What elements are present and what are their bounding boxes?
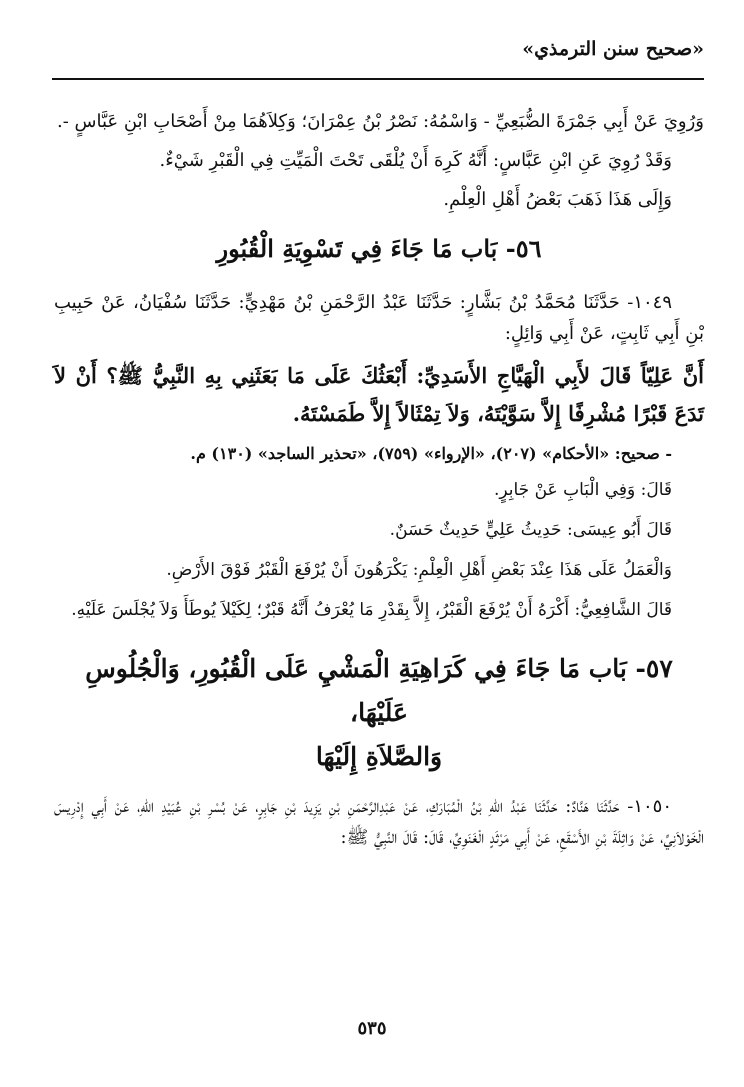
hadith-1049-matn: أَنَّ عَلِيّاً قَالَ لأَبِي الْهَيَّاجِ الأَسَدِيِّ: أَبْعَثُكَ عَلَى مَا بَعَثَنِي بِهِ النَّبِيُّ ﷺ؟ أَنْ لاَ تَدَعَ قَبْرًا مُشْرِفًا إِلاَّ سَوَّيْتَهُ، وَلاَ تِمْثَالاً إِلاَّ طَمَسْتَهُ.: [54, 363, 704, 426]
chapter-heading-57: [54, 647, 704, 779]
note-shafii: قَالَ الشَّافِعِيُّ: أَكْرَهُ أَنْ يُرْفَعَ الْقَبْرُ، إِلاَّ بِقَدْرِ مَا يُعْرَفُ أَنَّهُ قَبْرٌ؛ لِكَيْلاَ يُوطَأَ وَلاَ يُجْلَسَ عَلَيْهِ.: [71, 600, 672, 620]
header-divider: [52, 78, 704, 80]
page-body: [54, 106, 704, 861]
paragraph-ahl-al-ilm: وَإِلَى هَذَا ذَهَبَ بَعْضُ أَهْلِ الْعِلْمِ.: [443, 189, 672, 210]
chapter-heading-57-line2: وَالصَّلاَةِ إِلَيْهَا: [315, 742, 443, 771]
chapter-heading-57-line1: ٥٧- بَاب مَا جَاءَ فِي كَرَاهِيَةِ الْمَشْيِ عَلَى الْقُبُورِ، وَالْجُلُوسِ عَلَيْهَا،: [85, 654, 673, 727]
paragraph-ibn-abbas: وَقَدْ رُوِيَ عَنِ ابْنِ عَبَّاسٍ: أَنَّهُ كَرِهَ أَنْ يُلْقَى تَحْتَ الْمَيِّتِ فِي الْقَبْرِ شَيْءٌ.: [159, 150, 672, 171]
hadith-1050-isnad: ١٠٥٠- حَدَّثَنَا هَنَّادٌ: حَدَّثَنَا عَبْدُ اللهِ بْنُ الْمُبَارَكِ، عَنْ عَبْدِالرَّحْمَنِ بْنِ يَزِيدَ بْنِ جَابِرٍ، عَنْ بُسْرِ بْنِ عُبَيْدِ اللهِ، عَنْ أَبِي إِدْرِيسَ الْخَوْلاَنِيِّ، عَنْ وَاثِلَةَ بْنِ الأَسْقَعِ، عَنْ أَبِي مَرْثَدٍ الْغَنَوِيِّ، قَالَ: قَالَ النَّبِيُّ ﷺ:: [54, 796, 704, 848]
note-abu-isa: قَالَ أَبُو عِيسَى: حَدِيثُ عَلِيٍّ حَدِيثٌ حَسَنٌ.: [389, 520, 672, 540]
note-fil-bab: قَالَ: وَفِي الْبَابِ عَنْ جَابِرٍ.: [493, 480, 672, 500]
hadith-1049-isnad: ١٠٤٩- حَدَّثَنَا مُحَمَّدُ بْنُ بَشَّارٍ: حَدَّثَنَا عَبْدُ الرَّحْمَنِ بْنُ مَهْدِيٍّ: حَدَّثَنَا سُفْيَانُ، عَنْ حَبِيبِ بْنِ أَبِي ثَابِتٍ، عَنْ أَبِي وَائِلٍ:: [54, 292, 704, 344]
page-number: ٥٣٥: [357, 1018, 387, 1039]
running-header-title: «صحيح سنن الترمذي»: [522, 38, 704, 60]
paragraph-abu-jamra: وَرُوِيَ عَنْ أَبِي جَمْرَةَ الضُّبَعِيِّ - وَاسْمُهُ: نَصْرُ بْنُ عِمْرَانَ؛ وَكِلاَهُمَا مِنْ أَصْحَابِ ابْنِ عَبَّاسٍ -.: [56, 111, 704, 132]
chapter-heading-56: ٥٦- بَاب مَا جَاءَ فِي تَسْوِيَةِ الْقُبُورِ: [216, 234, 542, 263]
hadith-1049-grading: - صحيح: «الأحكام» (٢٠٧)، «الإرواء» (٧٥٩)، «تحذير الساجد» (١٣٠) م.: [190, 444, 672, 463]
note-amal: وَالْعَمَلُ عَلَى هَذَا عِنْدَ بَعْضِ أَهْلِ الْعِلْمِ: يَكْرَهُونَ أَنْ يُرْفَعَ الْقَبْرُ فَوْقَ الأَرْضِ.: [166, 560, 672, 580]
